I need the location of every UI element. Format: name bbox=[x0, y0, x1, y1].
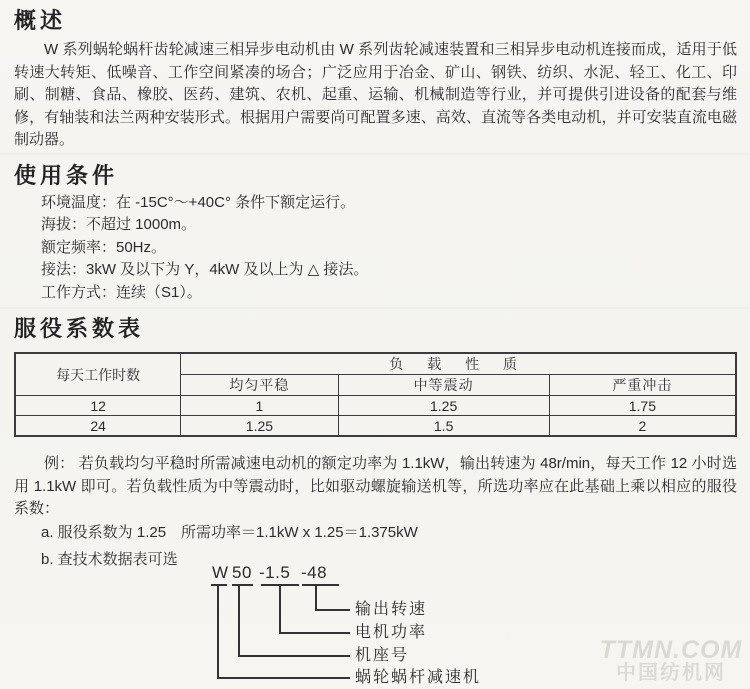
usage-conditions-list bbox=[41, 192, 737, 305]
table-subheader-moderate: 中等震动 bbox=[338, 375, 549, 396]
watermark-name: 中国纺机网 bbox=[616, 662, 726, 684]
watermark-site: TTMN.COM bbox=[599, 636, 743, 664]
example-paragraph: 例： 若负载均匀平稳时所需减速电动机的额定功率为 1.1kW，输出转速为 48r/min，每天工作 12 小时选用 1.1kW 即可。若负载性质为中等震动时，比如驱动螺旋输送机等，所选功率应在此基础上乘以相应的服役系数： bbox=[14, 455, 737, 517]
table-cell: 24 bbox=[15, 416, 181, 437]
table-group-header: 负 载 性 质 bbox=[181, 353, 736, 375]
model-code-token-frame: 50 bbox=[232, 563, 252, 582]
usage-item-connection: 接法：3kW 及以下为 Y，4kW 及以上为 △ 接法。 bbox=[41, 261, 369, 278]
model-code-token-series: W bbox=[212, 563, 229, 582]
usage-item-temperature: 环境温度：在 -15C°～+40C° 条件下额定运行。 bbox=[41, 193, 356, 211]
overview-heading: 概述 bbox=[14, 8, 67, 33]
table-cell: 1 bbox=[181, 396, 338, 416]
table-cell: 1.5 bbox=[338, 416, 549, 437]
usage-conditions-heading: 使用条件 bbox=[14, 162, 119, 188]
table-cell: 1.75 bbox=[549, 396, 736, 416]
service-factor-heading: 服役系数表 bbox=[14, 316, 145, 341]
example-item-b: b. 查技术数据表可选 bbox=[41, 550, 178, 568]
service-factor-table bbox=[14, 352, 737, 437]
usage-item-frequency: 额定频率：50Hz。 bbox=[41, 238, 167, 256]
table-row bbox=[15, 396, 736, 416]
document-content bbox=[14, 8, 737, 571]
watermark bbox=[596, 638, 746, 683]
diagram-label-reducer-type: 蜗轮蜗杆减速机 bbox=[355, 669, 482, 686]
table-cell: 1.25 bbox=[181, 416, 338, 437]
model-code-token-power: -1.5 bbox=[259, 563, 291, 582]
table-corner-header: 每天工作时数 bbox=[15, 353, 181, 396]
model-code-token-speed: -48 bbox=[301, 563, 328, 582]
table-subheader-severe: 严重冲击 bbox=[549, 375, 736, 396]
usage-item-duty: 工作方式：连续（S1）。 bbox=[41, 283, 202, 301]
usage-item-altitude: 海拔：不超过 1000m。 bbox=[41, 216, 197, 233]
table-cell: 2 bbox=[549, 416, 736, 437]
table-cell: 1.25 bbox=[338, 396, 549, 416]
table-cell: 12 bbox=[15, 396, 181, 416]
table-row bbox=[15, 416, 736, 437]
example-item-a: a. 服役系数为 1.25 所需功率＝1.1kW x 1.25＝1.375kW bbox=[41, 523, 418, 541]
diagram-label-motor-power: 电机功率 bbox=[355, 624, 428, 641]
overview-paragraph: W 系列蜗轮蜗杆齿轮减速三相异步电动机由 W 系列齿轮减速装置和三相异步电动机连接而成，适用于低转速大转矩、低噪音、工作空间紧凑的场合；广泛应用于冶金、矿山、钢铁、纺织、水泥、轻工、化工、印刷、制糖、食品、橡胶、医药、建筑、农机、起重、运输、机械制造等行业，并可提供引进设备的配套与维修，有轴装和法兰两种安装形式。根据用户需要尚可配置多速、高效、直流等各类电动机，并可安装直流电磁制动器。 bbox=[14, 41, 737, 148]
connector-line-series bbox=[217, 586, 350, 679]
diagram-label-frame-number: 机座号 bbox=[355, 647, 410, 664]
table-subheader-uniform: 均匀平稳 bbox=[181, 375, 338, 396]
diagram-label-output-speed: 输出转速 bbox=[355, 601, 428, 618]
